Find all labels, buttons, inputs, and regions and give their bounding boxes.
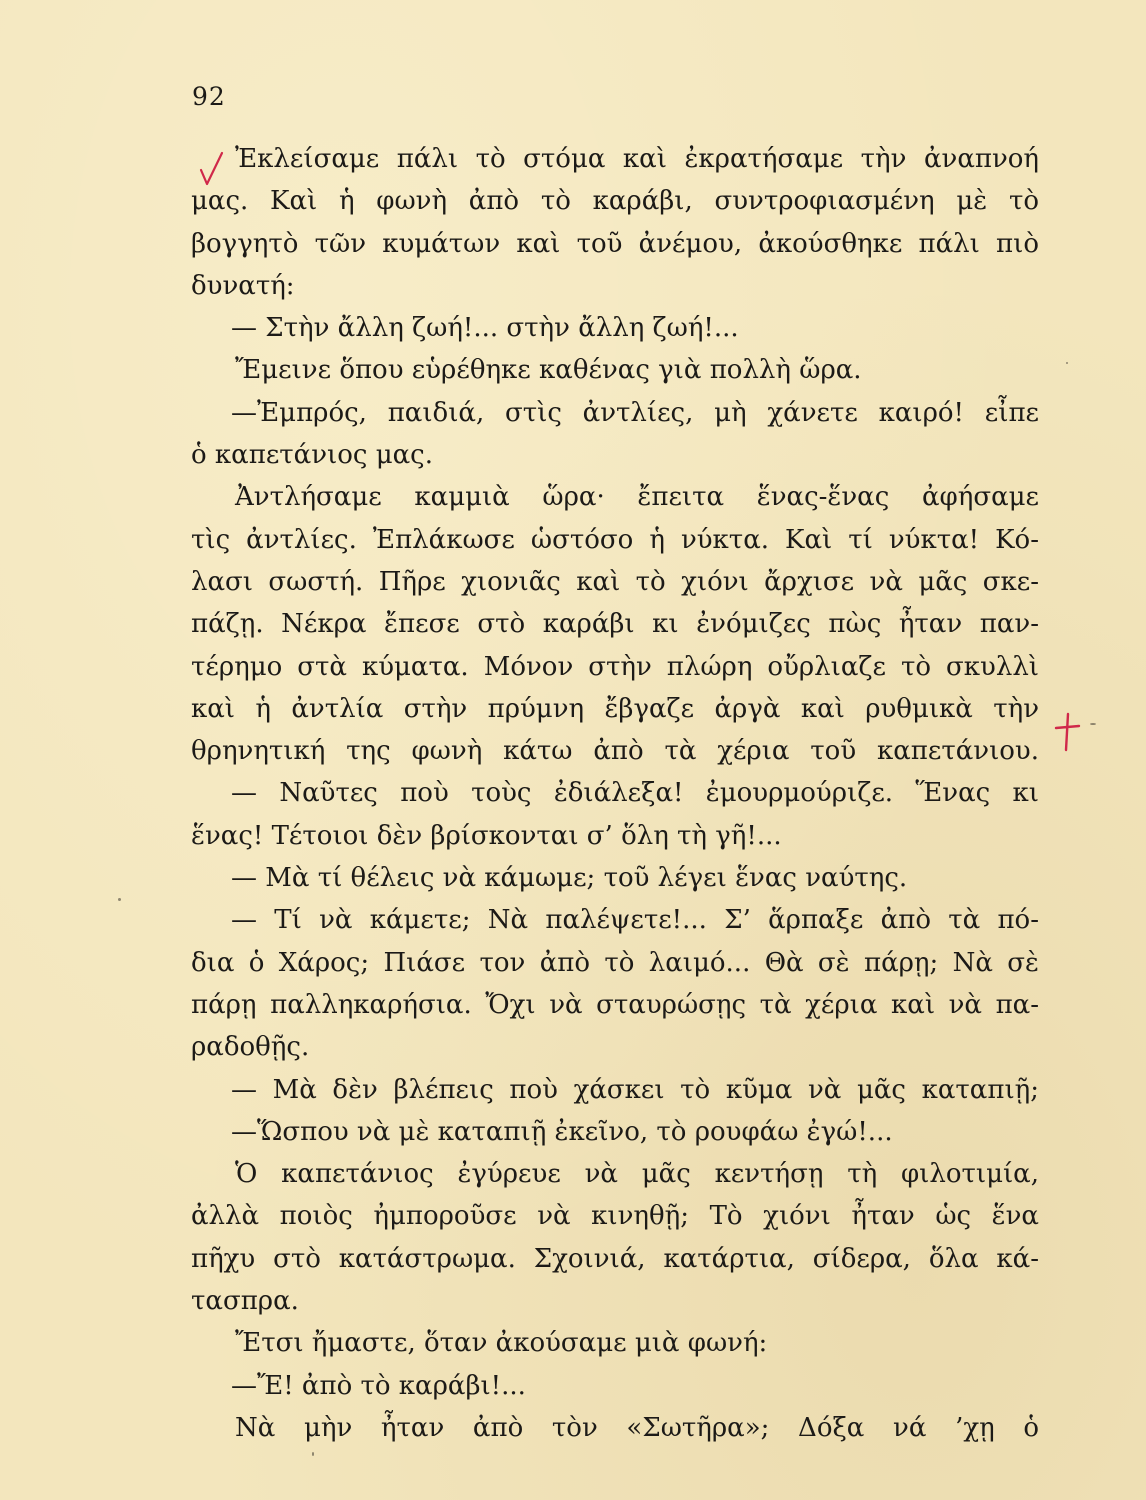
paper-speck [118, 898, 121, 901]
text-line: ραδοθῇς. [191, 1032, 310, 1063]
text-line: — Μὰ τί θέλεις νὰ κάμωμε; τοῦ λέγει ἕνας ναύτης. [231, 863, 908, 894]
text-line: —Ἐμπρός, παιδιά, στὶς ἀντλίες, μὴ χάνετε καιρό! εἶπε [231, 397, 1039, 428]
page-number: 92 [192, 82, 226, 111]
text-line: Ἐκλείσαμε πάλι τὸ στόμα καὶ ἐκρατήσαμε τὴν ἀναπνοή [235, 144, 1039, 174]
plus-mark-icon [1052, 712, 1082, 752]
body-text [191, 138, 1039, 1449]
text-line: Ἔτσι ἤμαστε, ὅταν ἀκούσαμε μιὰ φωνή: [235, 1328, 768, 1359]
text-line: δυνατή: [191, 270, 295, 301]
paper-speck [1090, 723, 1096, 725]
text-line: πῆχυ στὸ κατάστρωμα. Σχοινιά, κατάρτια, σίδερα, ὅλα κά- [191, 1243, 1039, 1274]
text-line: — Ναῦτες ποὺ τοὺς ἐδιάλεξα! ἐμουρμούριζε. Ἕνας κι [231, 778, 1039, 809]
text-line: ἀλλὰ ποιὸς ἠμποροῦσε νὰ κινηθῇ; Τὸ χιόνι ἦταν ὡς ἕνα [191, 1201, 1039, 1232]
text-line: πάζῃ. Νέκρα ἔπεσε στὸ καράβι κι ἐνόμιζες πὼς ἦταν παν- [191, 609, 1039, 640]
text-line: — Τί νὰ κάμετε; Νὰ παλέψετε!... Σ’ ἅρπαξε ἀπὸ τὰ πό- [231, 905, 1039, 936]
text-line: θρηνητική της φωνὴ κάτω ἀπὸ τὰ χέρια τοῦ καπετάνιου. [191, 736, 1039, 767]
text-line: — Στὴν ἄλλη ζωή!... στὴν ἄλλη ζωή!... [231, 313, 739, 344]
paper-speck [1066, 362, 1068, 364]
text-line: πάρῃ παλληκαρήσια. Ὄχι νὰ σταυρώσῃς τὰ χέρια καὶ νὰ πα- [191, 989, 1039, 1020]
text-line: Ἀντλήσαμε καμμιὰ ὥρα· ἔπειτα ἕνας-ἕνας ἀφήσαμε [235, 482, 1039, 513]
text-line: Ὁ καπετάνιος ἐγύρευε νὰ μᾶς κεντήσῃ τὴ φιλοτιμία, [235, 1159, 1039, 1190]
text-line: —Ἔ! ἀπὸ τὸ καράβι!... [231, 1370, 526, 1401]
text-line: ὁ καπετάνιος μας. [191, 440, 433, 471]
text-line: τασπρα. [191, 1286, 299, 1317]
text-line: δια ὁ Χάρος; Πιάσε τον ἀπὸ τὸ λαιμό... Θὰ σὲ πάρῃ; Νὰ σὲ [191, 947, 1039, 978]
text-line: — Μὰ δὲν βλέπεις ποὺ χάσκει τὸ κῦμα νὰ μᾶς καταπιῇ; [231, 1074, 1039, 1105]
text-line: Νὰ μὴν ἦταν ἀπὸ τὸν «Σωτῆρα»; Δόξα νά ’χῃ ὁ [235, 1412, 1039, 1443]
text-line: λασι σωστή. Πῆρε χιονιᾶς καὶ τὸ χιόνι ἄρχισε νὰ μᾶς σκε- [191, 566, 1039, 597]
text-line: —Ὥσπου νὰ μὲ καταπιῇ ἐκεῖνο, τὸ ρουφάω ἐγώ!... [231, 1116, 893, 1147]
text-line: καὶ ἡ ἀντλία στὴν πρύμνη ἔβγαζε ἀργὰ καὶ ρυθμικὰ τὴν [191, 693, 1039, 724]
text-line: Ἔμεινε ὅπου εὑρέθηκε καθένας γιὰ πολλὴ ὥρα. [235, 355, 862, 386]
text-line: μας. Καὶ ἡ φωνὴ ἀπὸ τὸ καράβι, συντροφιασμένη μὲ τὸ [191, 186, 1039, 217]
paper-speck [312, 1452, 314, 1456]
text-line: βογγητὸ τῶν κυμάτων καὶ τοῦ ἀνέμου, ἀκούσθηκε πάλι πιὸ [191, 228, 1039, 259]
text-line: τὶς ἀντλίες. Ἐπλάκωσε ὡστόσο ἡ νύκτα. Καὶ τί νύκτα! Κό- [191, 524, 1039, 555]
text-line: τέρημο στὰ κύματα. Μόνον στὴν πλώρη οὔρλιαζε τὸ σκυλλὶ [191, 651, 1039, 682]
text-line: ἕνας! Τέτοιοι δὲν βρίσκονται σ’ ὅλη τὴ γῆ!... [191, 820, 782, 851]
